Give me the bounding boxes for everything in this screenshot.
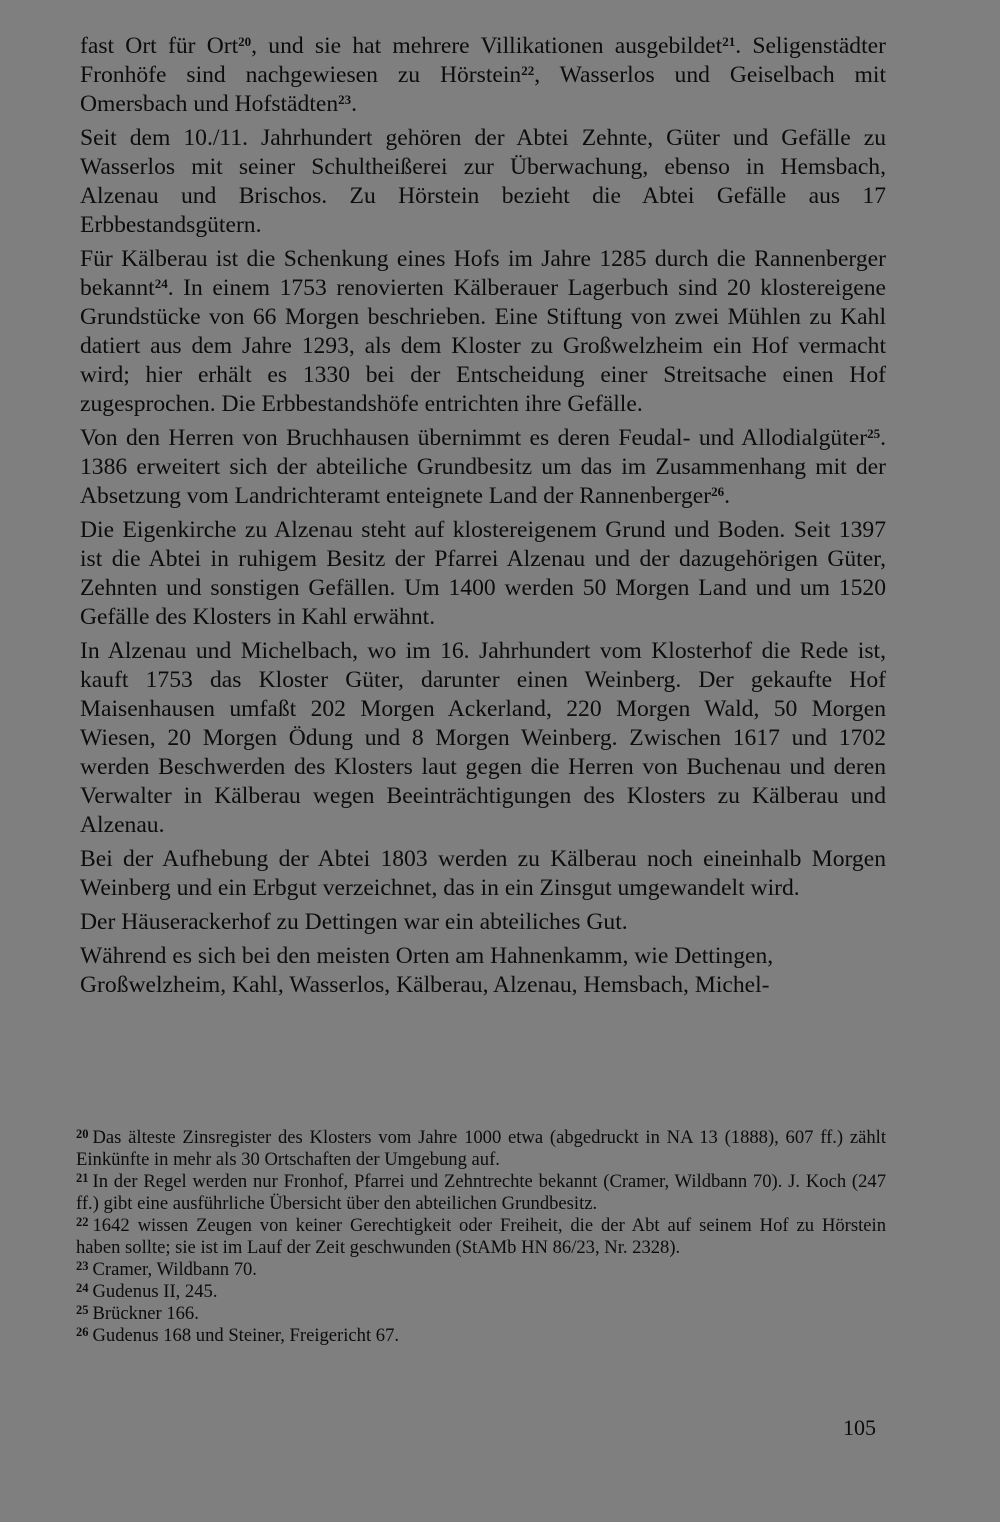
paragraph-text: . [724,483,731,509]
body-text [80,32,886,1005]
paragraph-text: Die Eigenkirche zu Alzenau steht auf klostereigenem Grund und Boden. Seit 1397 ist die Abtei in ruhigem Besitz der Pfarrei Alzenau und der dazugehörigen Güter, Zehnten und sonstigen Gefällen. Um 1400 werden 50 Morgen Land und um 1520 Gefälle des Klosters in Kahl erwähnt. [80,517,886,630]
footnote-reference: 20 [238,34,252,49]
footnote-number: 26 [76,1325,89,1339]
paragraph-text: fast Ort für Ort [80,33,239,59]
footnote [76,1303,886,1325]
footnote-reference: 24 [154,276,168,291]
footnote-reference: 21 [722,34,736,49]
footnote-text: Gudenus 168 und Steiner, Freigericht 67. [92,1325,400,1346]
page-number: 105 [843,1415,876,1440]
paragraph-text: Der Häuserackerhof zu Dettingen war ein abteiliches Gut. [80,909,628,935]
paragraph-text: Von den Herren von Bruchhausen übernimmt es deren Feudal- und Allodialgüter [80,425,868,451]
paragraph [80,32,886,119]
paragraph-text: Seit dem 10./11. Jahrhundert gehören der Abtei Zehnte, Güter und Gefälle zu Wasserlos mit seiner Schultheißerei zur Überwachung, ebenso in Hemsbach, Alzenau und Brischos. Zu Hörstein bezieht die Abtei Gefälle aus 17 Erbbestandsgütern. [80,125,886,238]
footnote-reference: 26 [711,484,725,499]
footnote-reference: 22 [521,63,535,78]
footnote-reference: 23 [338,92,352,107]
paragraph [80,516,886,632]
paragraph-text: . Seligenstädter Fronhöfe sind nachgewiesen zu Hörstein [80,33,886,88]
footnote-text: In der Regel werden nur Fronhof, Pfarrei und Zehntrechte bekannt (Cramer, Wildbann 70). J. Koch (247 ff.) gibt eine ausführliche Übersicht über den abteilichen Grundbesitz. [76,1171,886,1214]
paragraph-text: , und sie hat mehrere Villikationen ausgebildet [251,33,723,59]
paragraph-text: Bei der Aufhebung der Abtei 1803 werden zu Kälberau noch eineinhalb Morgen Weinberg und ein Erbgut verzeichnet, das in ein Zinsgut umgewandelt wird. [80,846,886,901]
paragraph-text: In Alzenau und Michelbach, wo im 16. Jahrhundert vom Klosterhof die Rede ist, kauft 1753 das Kloster Güter, darunter einen Weinberg. Der gekaufte Hof Maisenhausen umfaßt 202 Morgen Ackerland, 220 Morgen Wald, 50 Morgen Wiesen, 20 Morgen Ödung und 8 Morgen Weinberg. Zwischen 1617 und 1702 werden Beschwerden des Klosters laut gegen die Herren von Buchenau und deren Verwalter in Kälberau wegen Beeinträchtigungen des Klosters zu Kälberau und Alzenau. [80,638,886,838]
paragraph [80,424,886,511]
footnote-reference: 25 [867,426,881,441]
paragraph-text: Während es sich bei den meisten Orten am Hahnenkamm, wie Dettingen, Großwelzheim, Kahl, Wasserlos, Kälberau, Alzenau, Hemsbach, Michel- [80,943,774,998]
footnote-text: Cramer, Wildbann 70. [92,1259,257,1280]
footnote-text: Brückner 166. [92,1303,199,1324]
footnote [76,1127,886,1171]
footnote-text: Gudenus II, 245. [92,1281,218,1302]
paragraph-text: . [351,91,358,117]
paragraph-text: Für Kälberau ist die Schenkung eines Hofs im Jahre 1285 durch die Rannenberger bekannt [80,246,886,301]
footnote-number: 20 [76,1127,89,1141]
footnote-number: 25 [76,1303,89,1317]
footnote-number: 21 [76,1171,89,1185]
footnote [76,1259,886,1281]
paragraph-text: . In einem 1753 renovierten Kälberauer Lagerbuch sind 20 klostereigene Grundstücke von 66 Morgen beschrieben. Eine Stiftung von zwei Mühlen zu Kahl datiert aus dem Jahre 1293, als dem Kloster zu Großwelzheim ein Hof vermacht wird; hier erhält es 1330 bei der Entscheidung einer Streitsache einen Hof zugesprochen. Die Erbbestandshöfe entrichten ihre Gefälle. [80,275,886,417]
footnote-number: 24 [76,1281,89,1295]
paragraph [80,245,886,419]
paragraph-text: . 1386 erweitert sich der abteiliche Grundbesitz um das im Zusammenhang mit der Absetzung vom Landrichteramt enteignete Land der Rannenberger [80,425,886,509]
footnote-number: 22 [76,1215,89,1229]
paragraph [80,908,886,937]
footnote-number: 23 [76,1259,89,1273]
footnote-text: 1642 wissen Zeugen von keiner Gerechtigkeit oder Freiheit, die der Abt auf seinem Hof zu Hörstein haben sollte; sie ist im Lauf der Zeit geschwunden (StAMb HN 86/23, Nr. 2328). [76,1215,886,1258]
paragraph [80,845,886,903]
paragraph [80,637,886,840]
footnote [76,1171,886,1215]
footnotes-section [76,1127,886,1347]
paragraph [80,942,886,1000]
paragraph-text: , Wasserlos und Geiselbach mit Omersbach und Hofstädten [80,62,887,117]
footnote [76,1215,886,1259]
footnote [76,1325,886,1347]
footnote [76,1281,886,1303]
footnote-text: Das älteste Zinsregister des Klosters vom Jahre 1000 etwa (abgedruckt in NA 13 (1888), 607 ff.) zählt Einkünfte in mehr als 30 Ortschaften der Umgebung auf. [76,1127,886,1170]
paragraph [80,124,886,240]
